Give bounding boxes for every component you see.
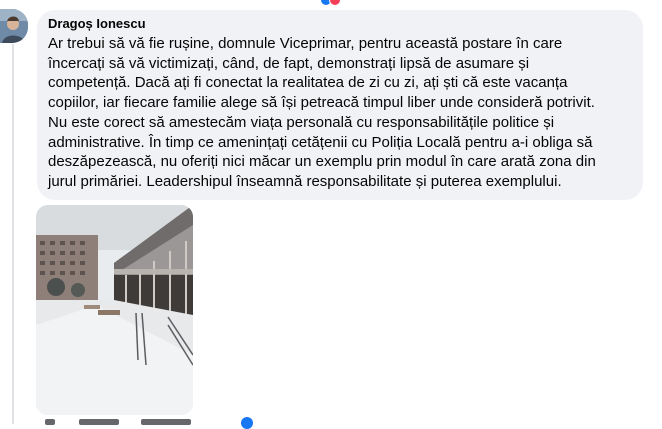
comment-author[interactable]: Dragoș Ionescu xyxy=(48,16,146,31)
avatar[interactable] xyxy=(0,9,28,43)
like-reaction-icon xyxy=(241,417,253,429)
comment-line: Ar trebui să vă fie rușine, domnule Viceprimar, pentru această postare în care xyxy=(48,35,563,52)
action-hint xyxy=(45,419,55,425)
action-hint xyxy=(141,419,191,425)
comment-text xyxy=(48,34,631,192)
love-reaction-icon xyxy=(329,0,341,6)
thread-line xyxy=(12,44,14,424)
comment-line: administrative. În timp ce amenințați cetățenii cu Poliția Locală pentru a-i obliga să xyxy=(48,133,593,151)
comment-bubble xyxy=(37,10,643,200)
comment-line: jurul primăriei. Leadershipul înseamnă responsabilitate și puterea exemplului. xyxy=(48,172,562,190)
comment-line: deszăpezească, nu oferiți nici măcar un exemplu prin modul în care arată zona din xyxy=(48,153,596,171)
comment-line: competență. Dacă ați fi conectat la realitatea de zi cu zi, ați ști că este vacanța xyxy=(48,74,568,92)
comment-actions xyxy=(45,417,265,427)
action-hint xyxy=(79,419,119,425)
reaction-summary[interactable] xyxy=(320,0,354,4)
comment-line: încercați să vă victimizați, când, de fapt, demonstrați lipsă de asumare și xyxy=(48,54,530,72)
comment-line: copiilor, iar fiecare familie alege să își petreacă timpul liber unde consideră potrivit. xyxy=(48,94,595,112)
comment-line: Nu este corect să amestecăm viața personală cu responsabilitățile politice și xyxy=(48,113,555,131)
comment-photo[interactable] xyxy=(36,205,193,415)
